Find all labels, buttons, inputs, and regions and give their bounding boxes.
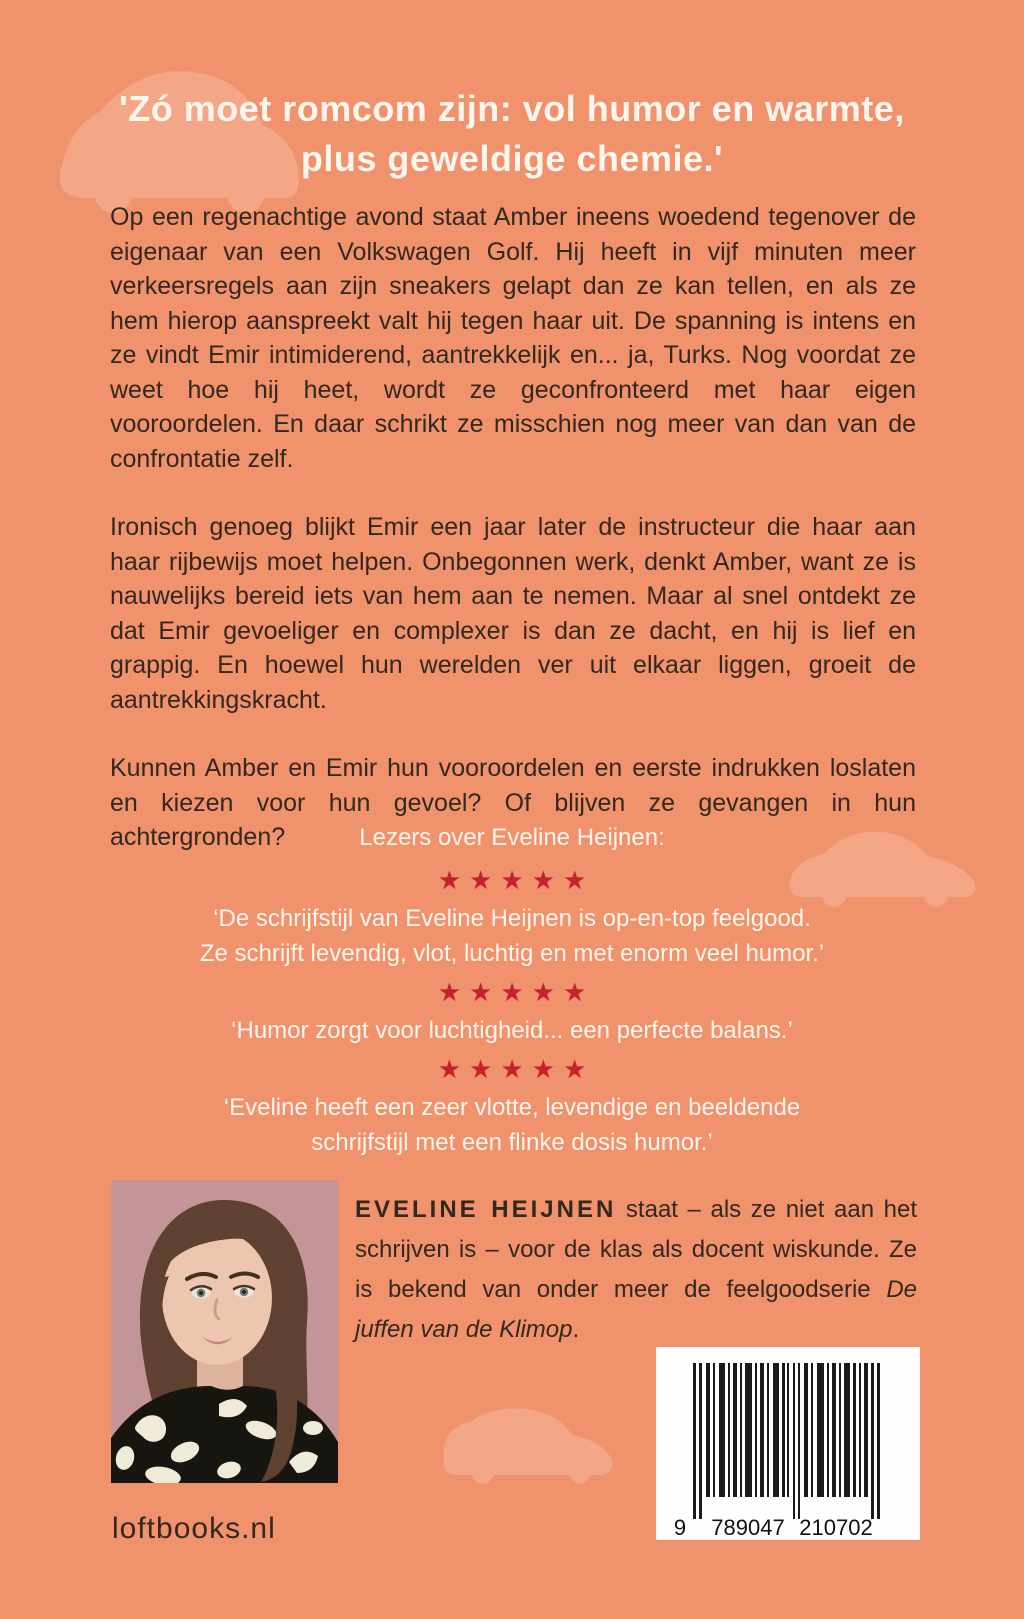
reviews-heading: Lezers over Eveline Heijnen: — [359, 824, 665, 851]
synopsis — [110, 200, 916, 855]
publisher-website: loftbooks.nl — [112, 1512, 276, 1545]
car-silhouette-bottom-icon — [438, 1402, 618, 1485]
review-quote-2-line-1: ‘Humor zorgt voor luchtigheid... een perfecte balans.’ — [231, 1017, 793, 1044]
reviews-section — [62, 820, 962, 1164]
review-quote-2 — [62, 1013, 962, 1048]
headline-line-1: 'Zó moet romcom zijn: vol humor en warmte, — [119, 88, 905, 129]
synopsis-paragraph-3: Kunnen Amber en Emir hun vooroordelen en eerste indrukken loslaten en kiezen voor hun gevoel? Of blijven ze gevangen in hun achtergronden? — [110, 754, 916, 851]
review-quote-1-line-1: ‘De schrijfstijl van Eveline Heijnen is op-en-top feelgood. — [213, 905, 811, 932]
isbn-barcode — [656, 1347, 920, 1540]
review-quote-3-line-1: ‘Eveline heeft een zeer vlotte, levendige en beeldende — [223, 1094, 801, 1121]
author-photo — [111, 1180, 338, 1483]
review-quote-1 — [62, 901, 962, 971]
synopsis-paragraph-1: Op een regenachtige avond staat Amber ineens woedend tegenover de eigenaar van een Volkswagen Golf. Hij heeft in vijf minuten meer verkeersregels aan zijn sneakers gelapt dan ze kan tellen, en als ze hem hierop aanspreekt valt hij tegen haar uit. De spanning is intens en ze vindt Emir intimiderend, aantrekkelijk en... ja, Turks. Nog voordat ze weet hoe hij heet, wordt ze geconfronteerd met haar eigen vooroordelen. En daar schrikt ze misschien nog meer van dan van de confrontatie zelf. — [110, 203, 916, 473]
author-bio — [355, 1190, 917, 1350]
star-rating-icon: ★★★★★ — [437, 977, 595, 1007]
review-quote-1-line-2: Ze schrijft levendig, vlot, luchtig en met enorm veel humor.’ — [199, 940, 825, 967]
synopsis-paragraph-2: Ironisch genoeg blijkt Emir een jaar later de instructeur die haar aan haar rijbewijs moet helpen. Onbegonnen werk, denkt Amber, want ze is nauwelijks bereid iets van hem aan te nemen. Maar al snel ontdekt ze dat Emir gevoeliger en complexer is dan ze dacht, en hij is lief en grappig. En hoewel hun werelden ver uit elkaar liggen, groeit de aantrekkingskracht. — [110, 513, 916, 714]
series-period: . — [572, 1316, 580, 1343]
isbn-digit-group-1: 9 — [673, 1515, 687, 1540]
star-rating-icon: ★★★★★ — [437, 865, 595, 895]
series-title: De juffen van de Klimop — [355, 1276, 917, 1343]
review-quote-3 — [62, 1090, 962, 1160]
author-bio-text: staat – als ze niet aan het schrijven is – voor de klas als docent wiskunde. Ze is bekend van onder meer de feelgoodserie — [355, 1196, 918, 1303]
headline-line-2: plus geweldige chemie.' — [300, 138, 724, 179]
isbn-digit-group-3: 210702 — [799, 1515, 873, 1540]
isbn-digit-group-2: 789047 — [711, 1515, 785, 1540]
star-rating-icon: ★★★★★ — [437, 1054, 595, 1084]
headline-quote — [30, 84, 994, 184]
author-name: EVELINE HEIJNEN — [355, 1196, 617, 1223]
review-quote-3-line-2: schrijfstijl met een flinke dosis humor.’ — [311, 1129, 713, 1156]
